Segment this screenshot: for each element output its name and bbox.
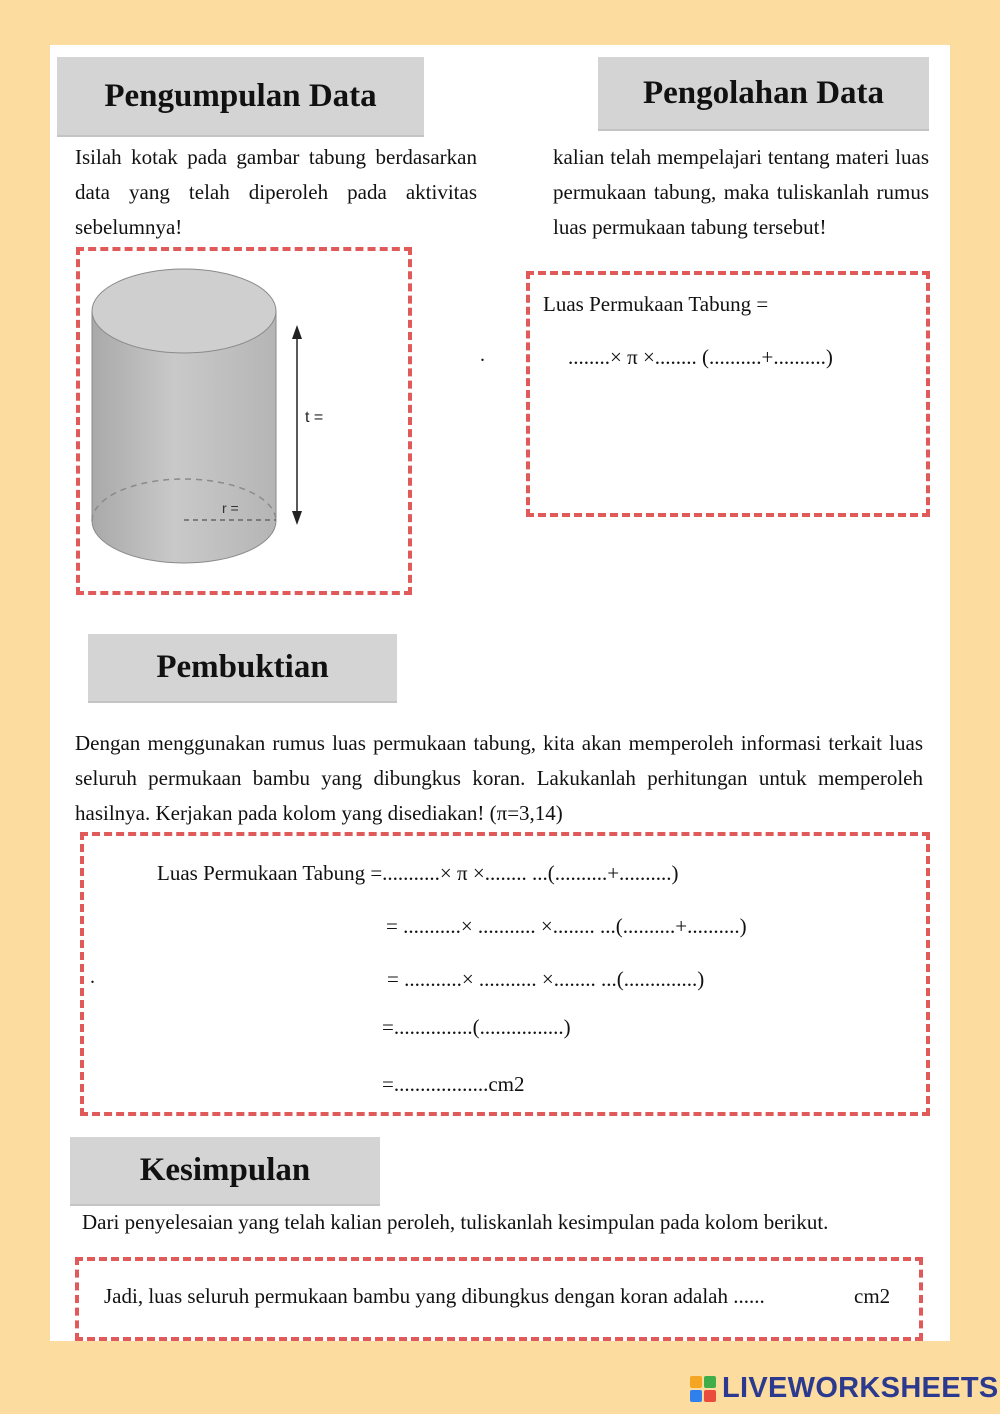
kesimpulan-answer-box xyxy=(75,1257,923,1341)
pembuktian-answer-box xyxy=(80,832,930,1116)
pembuktian-line-3[interactable]: = ...........× ........... ×........ ...(..............) xyxy=(387,967,705,991)
pengumpulan-instruction: Isilah kotak pada gambar tabung berdasarkan data yang telah diperoleh pada aktivitas sebelumnya! xyxy=(75,145,477,239)
kesimpulan-unit: cm2 xyxy=(854,1284,891,1308)
pembuktian-line-4[interactable]: =...............(................) xyxy=(382,1015,571,1039)
kesimpulan-title-banner xyxy=(70,1137,380,1204)
pembuktian-dot: . xyxy=(90,966,95,988)
pembuktian-title: Pembuktian xyxy=(156,649,329,685)
cylinder-figure-box xyxy=(76,247,412,595)
pembuktian-line-5[interactable]: =..................cm2 xyxy=(382,1072,525,1096)
pembuktian-instruction: Dengan menggunakan rumus luas permukaan tabung, kita akan memperoleh informasi terkait luas seluruh permukaan bambu yang dibungkus koran. Lakukanlah perhitungan untuk memperoleh hasilnya. Kerjakan pada kolom yang disediakan! (π=3,14) xyxy=(75,731,923,825)
height-label: t = xyxy=(305,409,324,426)
cylinder-diagram xyxy=(80,251,408,591)
liveworksheets-brand-text: LIVEWORKSHEETS xyxy=(722,1372,999,1404)
pengolahan-formula-title: Luas Permukaan Tabung = xyxy=(543,292,769,316)
pembuktian-title-banner xyxy=(88,634,397,701)
pengolahan-answer-box xyxy=(526,271,930,517)
liveworksheets-logo-icon xyxy=(690,1376,716,1402)
kesimpulan-title: Kesimpulan xyxy=(139,1152,311,1188)
pembuktian-line-2[interactable]: = ...........× ........... ×........ ...(..........+..........) xyxy=(386,914,747,938)
cylinder-top xyxy=(92,269,276,353)
pembuktian-line-1[interactable]: Luas Permukaan Tabung =...........× π ×........ ...(..........+..........) xyxy=(157,861,679,885)
pengolahan-dot: . xyxy=(480,344,485,366)
pengumpulan-title-banner xyxy=(57,57,424,135)
pengolahan-title: Pengolahan Data xyxy=(642,74,885,111)
pengolahan-formula[interactable]: ........× π ×........ (..........+..........) xyxy=(568,345,833,369)
pengumpulan-title: Pengumpulan Data xyxy=(104,77,377,114)
height-arrow-bottom xyxy=(292,511,302,525)
pengolahan-instruction: kalian telah mempelajari tentang materi luas permukaan tabung, maka tuliskanlah rumus luas permukaan tabung tersebut! xyxy=(553,145,929,239)
pengolahan-title-banner xyxy=(598,57,929,129)
liveworksheets-logo xyxy=(690,1372,999,1405)
height-arrow-top xyxy=(292,325,302,339)
kesimpulan-sentence[interactable]: Jadi, luas seluruh permukaan bambu yang dibungkus dengan koran adalah ...... xyxy=(104,1284,765,1308)
kesimpulan-instruction: Dari penyelesaian yang telah kalian peroleh, tuliskanlah kesimpulan pada kolom berikut. xyxy=(82,1210,829,1234)
radius-label: r = xyxy=(222,500,239,516)
